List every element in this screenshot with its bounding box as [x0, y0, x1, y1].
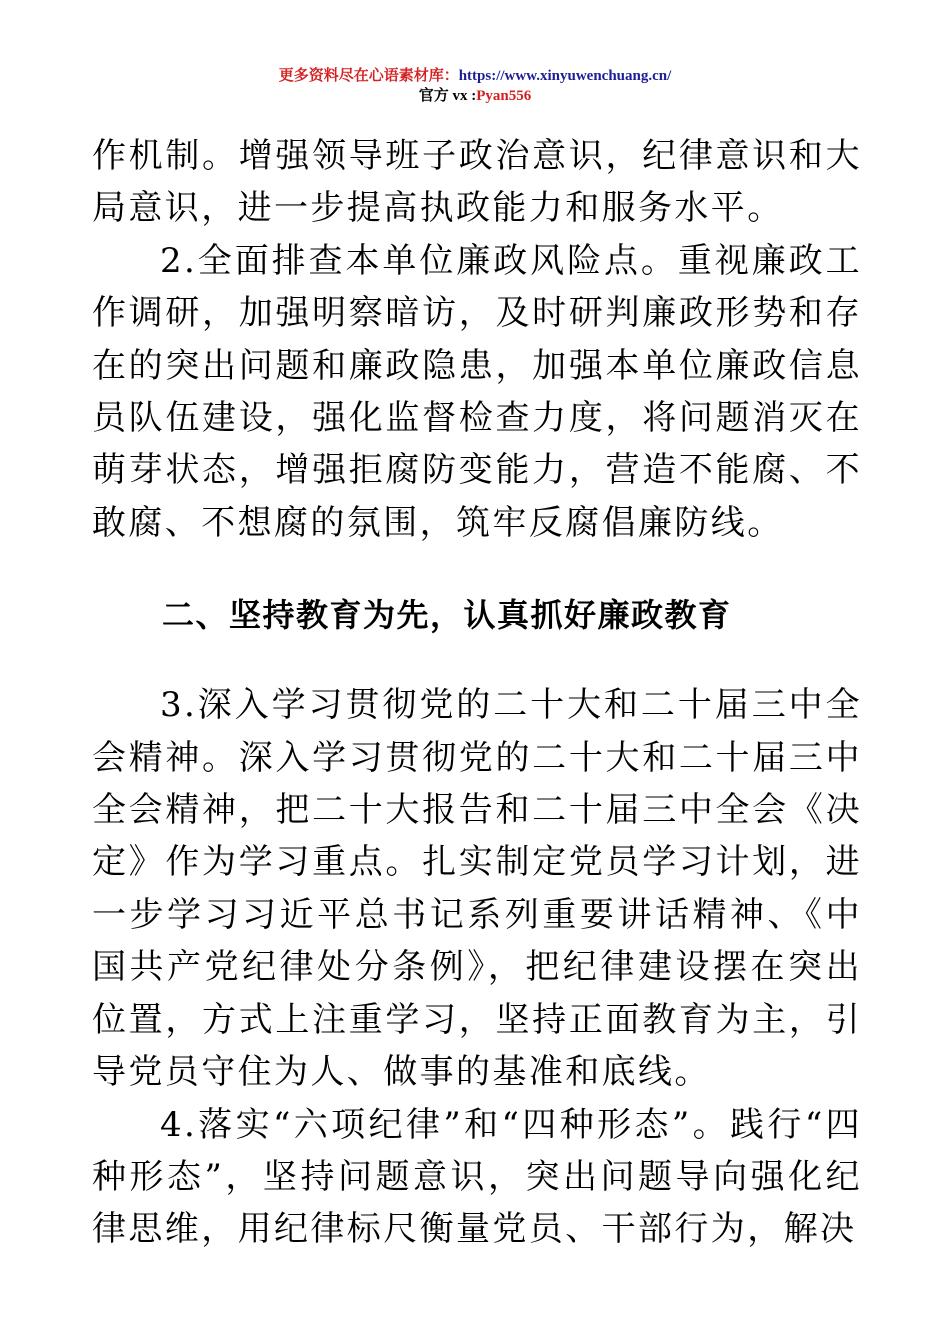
paragraph-3: 3.深入学习贯彻党的二十大和二十届三中全会精神。深入学习贯彻党的二十大和二十届三中全会精神，把二十大报告和二十届三中全会《决定》作为学习重点。扎实制定党员学习计划，进一步学习习近平总书记系列重要讲话精神、《中国共产党纪律处分条例》，把纪律建设摆在突出位置，方式上注重学习，坚持正面教育为主，引导党员守住为人、做事的基准和底线。 — [92, 685, 862, 1093]
banner-vx-label: 官方 vx : — [418, 88, 477, 104]
paragraph-4: 4.落实“六项纪律”和“四种形态”。践行“四种形态”，坚持问题意识，突出问题导向强化纪律思维，用纪律标尺衡量党员、干部行为，解决 — [92, 1104, 862, 1250]
source-banner — [0, 66, 950, 106]
banner-line-2 — [0, 86, 950, 106]
banner-vx-id: Pyan556 — [476, 88, 532, 104]
document-body — [92, 130, 862, 1256]
paragraph-1: 作机制。增强领导班子政治意识，纪律意识和大局意识，进一步提高执政能力和服务水平。 — [92, 136, 862, 229]
banner-site-label: 更多资料尽在心语素材库： — [278, 68, 459, 84]
banner-site-url[interactable]: https://www.xinyuwenchuang.cn/ — [458, 68, 672, 84]
section-heading-2: 二、坚持教育为先，认真抓好廉政教育 — [162, 596, 732, 635]
spacer — [92, 549, 862, 589]
paragraph-2: 2.全面排查本单位廉政风险点。重视廉政工作调研，加强明察暗访，及时研判廉政形势和存在的突出问题和廉政隐患，加强本单位廉政信息员队伍建设，强化监督检查力度，将问题消灭在萌芽状态，增强拒腐防变能力，营造不能腐、不敢腐、不想腐的氛围，筑牢反腐倡廉防线。 — [92, 240, 862, 543]
spacer — [92, 641, 862, 679]
banner-line-1 — [0, 66, 950, 86]
